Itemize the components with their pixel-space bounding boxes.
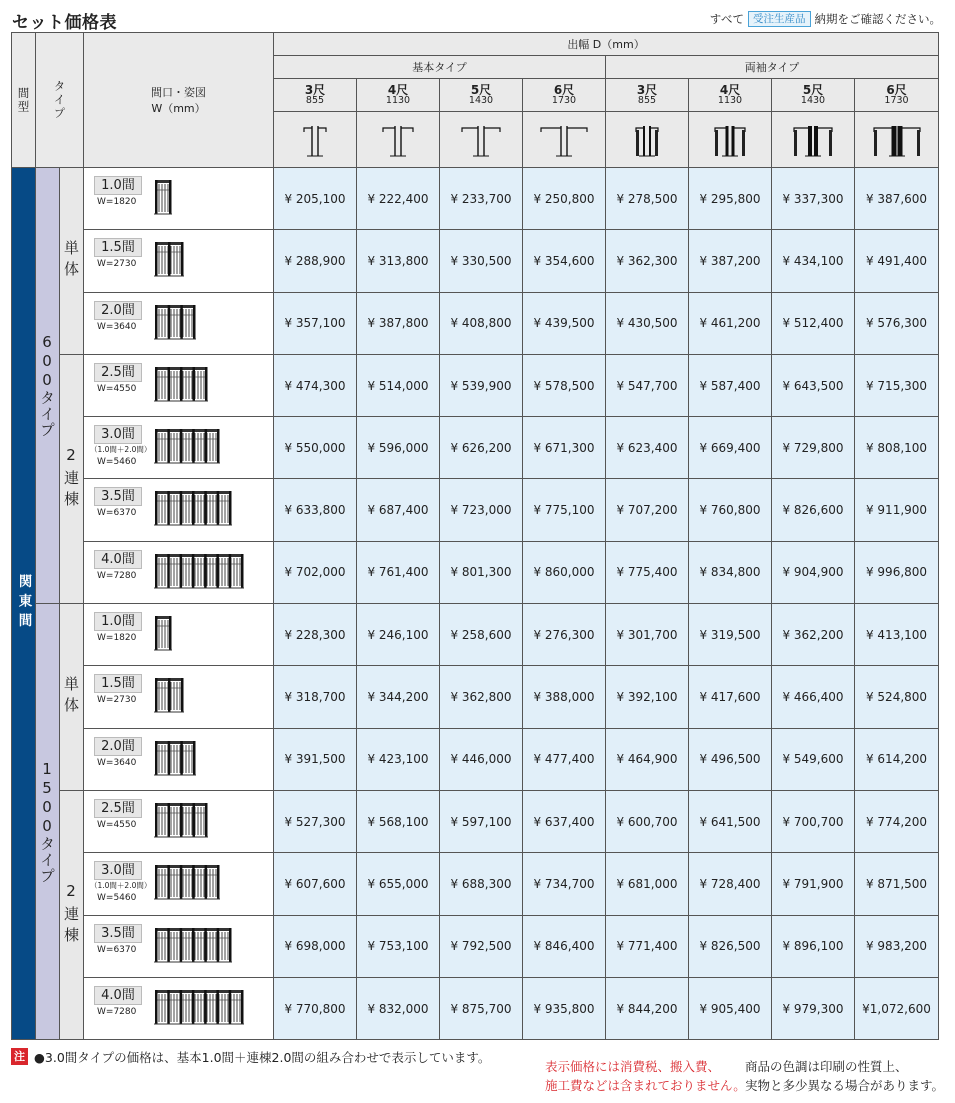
price-cell: ¥ 715,300	[855, 354, 939, 416]
table-row	[12, 604, 939, 666]
color-note	[745, 1057, 944, 1095]
price-cell: ¥ 233,700	[440, 168, 523, 230]
price-cell: ¥ 491,400	[855, 230, 939, 292]
size-cell	[84, 977, 274, 1039]
price-cell: ¥ 614,200	[855, 728, 939, 790]
price-cell: ¥ 826,500	[689, 915, 772, 977]
ken-label: 2.0間	[94, 737, 142, 756]
price-cell: ¥ 258,600	[440, 604, 523, 666]
size-box	[90, 922, 146, 955]
price-cell: ¥ 983,200	[855, 915, 939, 977]
size-cell	[84, 790, 274, 852]
size-box	[90, 548, 146, 581]
ken-label: 1.0間	[94, 176, 142, 195]
width-mm: W=2730	[97, 259, 137, 270]
depth-size-label: 6尺	[886, 82, 907, 97]
carport-elevation-icon	[154, 303, 196, 341]
col-size	[84, 33, 274, 168]
type-group-label: 600タイプ	[38, 333, 56, 439]
depth-size-label: 3尺	[304, 82, 326, 97]
tax-note-line: 施工費などは含まれておりません。	[545, 1078, 746, 1093]
color-note-line: 実物と多少異なる場合があります。	[745, 1078, 945, 1093]
price-cell: ¥ 362,800	[440, 666, 523, 728]
both-sides-section-icon	[783, 116, 843, 160]
carport-elevation-icon	[154, 552, 244, 590]
size-box	[90, 672, 146, 705]
both-sides-section-icon	[867, 116, 927, 160]
width-mm: W=4550	[97, 383, 137, 394]
depth-size-mm: 855	[637, 95, 657, 107]
tax-note-line: 表示価格には消費税、搬入費、	[545, 1059, 721, 1074]
category-label: 関東間	[15, 574, 32, 633]
depth-size-header	[855, 79, 939, 112]
table-row	[12, 417, 939, 479]
price-cell: ¥ 474,300	[274, 354, 357, 416]
price-cell: ¥ 775,400	[606, 541, 689, 603]
price-cell: ¥ 387,800	[357, 292, 440, 354]
depth-size-mm: 1430	[800, 95, 826, 107]
size-cell	[84, 230, 274, 292]
size-box	[90, 174, 146, 207]
price-cell: ¥ 669,400	[689, 417, 772, 479]
price-cell: ¥ 344,200	[357, 666, 440, 728]
width-mm: W=6370	[97, 944, 137, 955]
price-cell: ¥ 524,800	[855, 666, 939, 728]
price-cell: ¥ 288,900	[274, 230, 357, 292]
table-header	[12, 33, 939, 168]
price-cell: ¥ 729,800	[772, 417, 855, 479]
price-cell: ¥ 826,600	[772, 479, 855, 541]
price-cell: ¥1,072,600	[855, 977, 939, 1039]
width-mm: W=1820	[97, 633, 137, 644]
price-cell: ¥ 430,500	[606, 292, 689, 354]
price-cell: ¥ 512,400	[772, 292, 855, 354]
price-cell: ¥ 801,300	[440, 541, 523, 603]
price-cell: ¥ 278,500	[606, 168, 689, 230]
width-mm: W=5460	[97, 457, 137, 468]
table-row	[12, 168, 939, 230]
price-cell: ¥ 633,800	[274, 479, 357, 541]
carport-elevation-icon	[154, 988, 244, 1026]
table-row	[12, 977, 939, 1039]
price-cell: ¥ 434,100	[772, 230, 855, 292]
table-body	[12, 168, 939, 1040]
price-cell: ¥ 734,700	[523, 853, 606, 915]
cross-section-icon	[440, 112, 523, 168]
price-cell: ¥ 935,800	[523, 977, 606, 1039]
kind-cell	[60, 354, 84, 603]
price-cell: ¥ 477,400	[523, 728, 606, 790]
price-cell: ¥ 671,300	[523, 417, 606, 479]
price-cell: ¥ 688,300	[440, 853, 523, 915]
price-cell: ¥ 228,300	[274, 604, 357, 666]
price-cell: ¥ 698,000	[274, 915, 357, 977]
price-cell: ¥ 527,300	[274, 790, 357, 852]
price-cell: ¥ 246,100	[357, 604, 440, 666]
col-size-unit: W（mm）	[151, 102, 206, 115]
price-cell: ¥ 623,400	[606, 417, 689, 479]
price-cell: ¥ 446,000	[440, 728, 523, 790]
depth-size-label: 4尺	[719, 82, 741, 97]
table-row	[12, 728, 939, 790]
ken-label: 3.5間	[94, 487, 142, 506]
width-mm: W=6370	[97, 508, 137, 519]
order-note	[710, 11, 941, 27]
size-box	[90, 735, 146, 768]
depth-size-mm: 1730	[884, 95, 909, 107]
depth-size-label: 3尺	[636, 82, 658, 97]
price-cell: ¥ 547,700	[606, 354, 689, 416]
price-cell: ¥ 600,700	[606, 790, 689, 852]
price-cell: ¥ 550,000	[274, 417, 357, 479]
price-cell: ¥ 979,300	[772, 977, 855, 1039]
tax-note	[545, 1057, 746, 1095]
price-cell: ¥ 832,000	[357, 977, 440, 1039]
price-cell: ¥ 461,200	[689, 292, 772, 354]
price-cell: ¥ 295,800	[689, 168, 772, 230]
size-cell	[84, 354, 274, 416]
width-mm: W=3640	[97, 321, 137, 332]
table-row	[12, 230, 939, 292]
width-mm: W=4550	[97, 819, 137, 830]
carport-elevation-icon	[154, 365, 208, 403]
order-note-prefix: すべて	[709, 12, 744, 26]
price-cell: ¥ 875,700	[440, 977, 523, 1039]
price-cell: ¥ 791,900	[772, 853, 855, 915]
ken-label: 2.5間	[94, 799, 142, 818]
basic-section-icon	[285, 116, 345, 160]
size-box	[90, 236, 146, 269]
kind-label: 単体	[62, 676, 80, 719]
table-row	[12, 292, 939, 354]
depth-size-mm: 1130	[717, 95, 743, 107]
kind-label: 2連棟	[62, 445, 80, 512]
size-cell	[84, 666, 274, 728]
carport-elevation-icon	[154, 240, 184, 278]
cross-section-icon	[855, 112, 939, 168]
price-cell: ¥ 996,800	[855, 541, 939, 603]
price-cell: ¥ 357,100	[274, 292, 357, 354]
ken-label: 2.0間	[94, 301, 142, 320]
table-row	[12, 541, 939, 603]
depth-size-label: 4尺	[387, 82, 409, 97]
price-cell: ¥ 330,500	[440, 230, 523, 292]
price-cell: ¥ 771,400	[606, 915, 689, 977]
type-group-label: 1500タイプ	[38, 759, 56, 884]
category-kanto-ma	[12, 168, 36, 1040]
depth-size-mm: 855	[305, 95, 325, 107]
table-row	[12, 666, 939, 728]
basic-section-icon	[534, 116, 594, 160]
size-cell	[84, 292, 274, 354]
table-row	[12, 915, 939, 977]
width-mm: W=3640	[97, 757, 137, 768]
depth-size-label: 5尺	[470, 82, 492, 97]
footnote: ●3.0間タイプの価格は、基本1.0間＋連棟2.0間の組み合わせで表示しています。	[34, 1050, 491, 1065]
col-type: タイプ	[36, 33, 84, 168]
size-cell	[84, 541, 274, 603]
cross-section-icon	[689, 112, 772, 168]
depth-size-header	[689, 79, 772, 112]
price-cell: ¥ 597,100	[440, 790, 523, 852]
depth-size-mm: 1430	[468, 95, 494, 107]
price-cell: ¥ 578,500	[523, 354, 606, 416]
price-cell: ¥ 846,400	[523, 915, 606, 977]
table-row	[12, 479, 939, 541]
price-cell: ¥ 391,500	[274, 728, 357, 790]
col-kanma: 間型	[12, 33, 36, 168]
size-box	[90, 485, 146, 518]
price-cell: ¥ 539,900	[440, 354, 523, 416]
ken-composition: （1.0間＋2.0間）	[90, 445, 152, 455]
price-cell: ¥ 319,500	[689, 604, 772, 666]
ken-label: 4.0間	[94, 550, 142, 569]
price-cell: ¥ 760,800	[689, 479, 772, 541]
ken-label: 3.5間	[94, 924, 142, 943]
cross-section-icon	[523, 112, 606, 168]
price-cell: ¥ 834,800	[689, 541, 772, 603]
price-cell: ¥ 687,400	[357, 479, 440, 541]
price-cell: ¥ 568,100	[357, 790, 440, 852]
ken-composition: （1.0間＋2.0間）	[90, 881, 152, 891]
price-cell: ¥ 576,300	[855, 292, 939, 354]
kind-label: 2連棟	[62, 882, 80, 949]
price-cell: ¥ 643,500	[772, 354, 855, 416]
carport-elevation-icon	[154, 614, 172, 652]
ken-label: 1.0間	[94, 612, 142, 631]
price-cell: ¥ 362,200	[772, 604, 855, 666]
price-cell: ¥ 222,400	[357, 168, 440, 230]
price-cell: ¥ 466,400	[772, 666, 855, 728]
depth-size-label: 6尺	[553, 82, 575, 97]
table-row	[12, 853, 939, 915]
price-cell: ¥ 496,500	[689, 728, 772, 790]
depth-size-header	[440, 79, 523, 112]
size-box	[90, 423, 152, 468]
type-group-cell	[36, 168, 60, 604]
price-cell: ¥ 774,200	[855, 790, 939, 852]
kind-label: 単体	[62, 239, 80, 282]
cross-section-icon	[357, 112, 440, 168]
price-cell: ¥ 641,500	[689, 790, 772, 852]
price-cell: ¥ 761,400	[357, 541, 440, 603]
price-cell: ¥ 911,900	[855, 479, 939, 541]
size-box	[90, 610, 146, 643]
kind-cell	[60, 168, 84, 355]
price-cell: ¥ 417,600	[689, 666, 772, 728]
price-cell: ¥ 626,200	[440, 417, 523, 479]
price-cell: ¥ 700,700	[772, 790, 855, 852]
depth-size-header	[274, 79, 357, 112]
price-cell: ¥ 301,700	[606, 604, 689, 666]
price-cell: ¥ 896,100	[772, 915, 855, 977]
size-box	[90, 797, 146, 830]
depth-size-header	[357, 79, 440, 112]
price-cell: ¥ 702,000	[274, 541, 357, 603]
both-sides-section-icon	[617, 116, 677, 160]
price-cell: ¥ 587,400	[689, 354, 772, 416]
ken-label: 3.0間	[94, 425, 142, 444]
ken-label: 2.5間	[94, 363, 142, 382]
ken-label: 4.0間	[94, 986, 142, 1005]
size-cell	[84, 479, 274, 541]
width-mm: W=7280	[97, 570, 137, 581]
price-cell: ¥ 318,700	[274, 666, 357, 728]
price-cell: ¥ 387,600	[855, 168, 939, 230]
price-cell: ¥ 413,100	[855, 604, 939, 666]
size-cell	[84, 168, 274, 230]
depth-size-label: 5尺	[802, 82, 824, 97]
size-box	[90, 859, 152, 904]
cross-section-icon	[606, 112, 689, 168]
carport-elevation-icon	[154, 926, 232, 964]
price-cell: ¥ 792,500	[440, 915, 523, 977]
size-cell	[84, 915, 274, 977]
price-cell: ¥ 596,000	[357, 417, 440, 479]
price-cell: ¥ 423,100	[357, 728, 440, 790]
table-row	[12, 790, 939, 852]
price-cell: ¥ 276,300	[523, 604, 606, 666]
carport-elevation-icon	[154, 863, 220, 901]
price-cell: ¥ 728,400	[689, 853, 772, 915]
cross-section-icon	[772, 112, 855, 168]
depth-size-mm: 1130	[385, 95, 411, 107]
color-note-line: 商品の色調は印刷の性質上、	[745, 1059, 908, 1074]
size-cell	[84, 853, 274, 915]
depth-label: 出幅 D（mm）	[274, 33, 939, 56]
depth-size-header	[523, 79, 606, 112]
price-cell: ¥ 607,600	[274, 853, 357, 915]
note-marker: 注	[11, 1048, 28, 1065]
size-cell	[84, 417, 274, 479]
price-cell: ¥ 514,000	[357, 354, 440, 416]
price-cell: ¥ 362,300	[606, 230, 689, 292]
group-both-sides-type: 両袖タイプ	[606, 56, 939, 79]
price-cell: ¥ 808,100	[855, 417, 939, 479]
price-cell: ¥ 549,600	[772, 728, 855, 790]
carport-elevation-icon	[154, 739, 196, 777]
size-cell	[84, 604, 274, 666]
both-sides-section-icon	[700, 116, 760, 160]
size-box	[90, 361, 146, 394]
width-mm: W=1820	[97, 197, 137, 207]
made-to-order-badge: 受注生産品	[748, 11, 811, 27]
basic-section-icon	[451, 116, 511, 160]
size-cell	[84, 728, 274, 790]
carport-elevation-icon	[154, 178, 172, 216]
depth-size-header	[606, 79, 689, 112]
price-cell: ¥ 637,400	[523, 790, 606, 852]
depth-size-header	[772, 79, 855, 112]
price-cell: ¥ 871,500	[855, 853, 939, 915]
price-cell: ¥ 408,800	[440, 292, 523, 354]
price-cell: ¥ 337,300	[772, 168, 855, 230]
width-mm: W=5460	[97, 893, 137, 904]
price-cell: ¥ 770,800	[274, 977, 357, 1039]
price-cell: ¥ 392,100	[606, 666, 689, 728]
width-mm: W=7280	[97, 1006, 137, 1017]
depth-size-mm: 1730	[551, 95, 577, 107]
cross-section-icon	[274, 112, 357, 168]
price-cell: ¥ 844,200	[606, 977, 689, 1039]
width-mm: W=2730	[97, 695, 137, 706]
size-box	[90, 299, 146, 332]
group-basic-type: 基本タイプ	[274, 56, 606, 79]
price-cell: ¥ 655,000	[357, 853, 440, 915]
type-group-cell	[36, 604, 60, 1040]
carport-elevation-icon	[154, 427, 220, 465]
ken-label: 1.5間	[94, 238, 142, 257]
table-row	[12, 354, 939, 416]
price-table	[11, 32, 939, 1040]
price-cell: ¥ 464,900	[606, 728, 689, 790]
price-cell: ¥ 860,000	[523, 541, 606, 603]
price-cell: ¥ 723,000	[440, 479, 523, 541]
col-size-label: 間口・姿図	[151, 86, 206, 99]
price-cell: ¥ 439,500	[523, 292, 606, 354]
price-cell: ¥ 387,200	[689, 230, 772, 292]
price-cell: ¥ 775,100	[523, 479, 606, 541]
kind-cell	[60, 604, 84, 791]
price-cell: ¥ 753,100	[357, 915, 440, 977]
basic-section-icon	[368, 116, 428, 160]
page-title: セット価格表	[12, 13, 117, 33]
price-cell: ¥ 354,600	[523, 230, 606, 292]
size-box	[90, 984, 146, 1017]
ken-label: 1.5間	[94, 674, 142, 693]
carport-elevation-icon	[154, 676, 184, 714]
price-cell: ¥ 905,400	[689, 977, 772, 1039]
price-cell: ¥ 250,800	[523, 168, 606, 230]
price-cell: ¥ 205,100	[274, 168, 357, 230]
price-cell: ¥ 681,000	[606, 853, 689, 915]
price-cell: ¥ 313,800	[357, 230, 440, 292]
carport-elevation-icon	[154, 801, 208, 839]
kind-cell	[60, 790, 84, 1039]
ken-label: 3.0間	[94, 861, 142, 880]
carport-elevation-icon	[154, 489, 232, 527]
order-note-suffix: 納期をご確認ください。	[814, 12, 941, 26]
price-cell: ¥ 707,200	[606, 479, 689, 541]
price-cell: ¥ 388,000	[523, 666, 606, 728]
price-cell: ¥ 904,900	[772, 541, 855, 603]
